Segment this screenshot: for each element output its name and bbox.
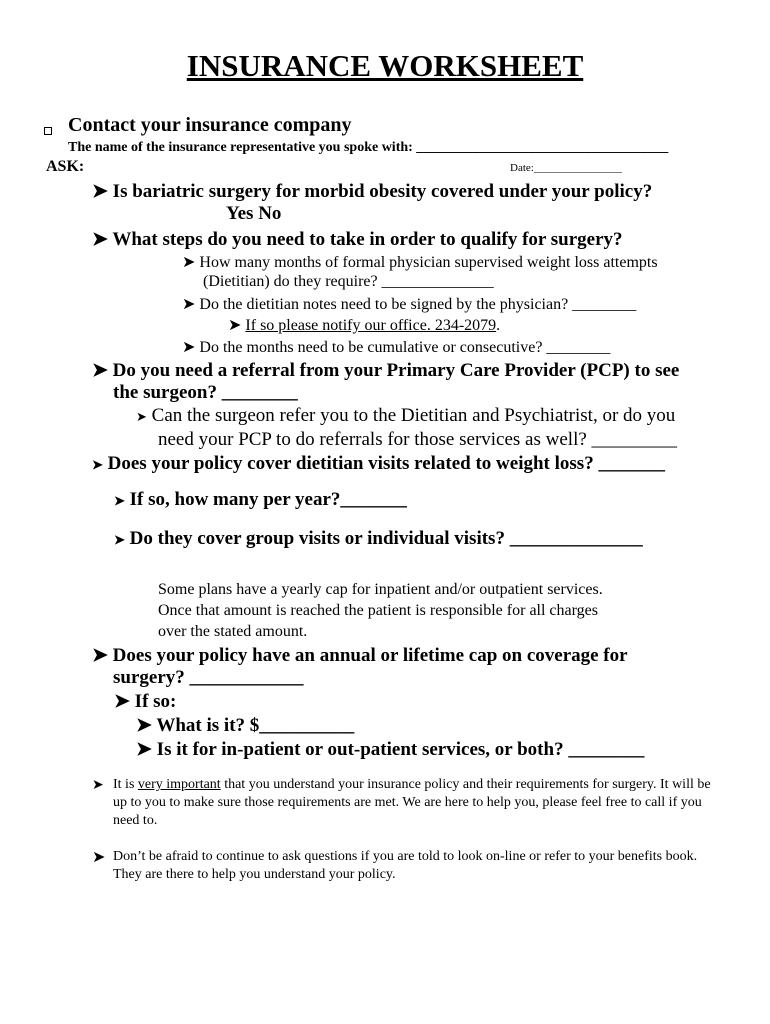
important-note: It is very important that you understand your insurance policy and their requirements for surgery. It will be up to you to make sure those requirements are met. We are here to help you, please feel free to call if you need to.: [113, 777, 711, 828]
subquestion-what-is-it: ➤ What is it? $__________: [136, 715, 355, 736]
ask-label: ASK:: [46, 158, 85, 175]
subquestion-surgeon-refer-cont: need your PCP to do referrals for those services as well? _________: [158, 429, 678, 450]
subquestion-months: ➤ How many months of formal physician supervised weight loss attempts: [182, 254, 658, 271]
question-dietitian-visits: ➤ Does your policy cover dietitian visits related to weight loss? _______: [92, 453, 665, 474]
question-lifetime-cap-cont: surgery? ____________: [113, 667, 304, 688]
question-coverage: ➤ Is bariatric surgery for morbid obesity covered under your policy?: [92, 181, 653, 202]
arrow-icon: ➤: [228, 317, 242, 334]
arrow-icon: ➤: [136, 739, 152, 760]
arrow-icon: ➤: [92, 849, 106, 866]
subquestion-surgeon-refer: ➤ Can the surgeon refer you to the Dietitian and Psychiatrist, or do you: [136, 405, 676, 426]
cap-note-line: over the stated amount.: [158, 623, 308, 640]
arrow-icon: ➤: [182, 339, 196, 356]
arrow-icon: ➤: [136, 409, 147, 424]
question-referral: ➤ Do you need a referral from your Primary Care Provider (PCP) to see: [92, 360, 680, 381]
ask-questions-note: Don’t be afraid to continue to ask questions if you are told to look on-line or refer to your benefits book. They are there to help you understand your policy.: [113, 849, 698, 882]
cap-note-line: Once that amount is reached the patient is responsible for all charges: [158, 602, 598, 619]
arrow-icon: ➤: [92, 229, 108, 250]
subquestion-per-year: ➤ If so, how many per year?_______: [114, 489, 407, 510]
arrow-icon: ➤: [182, 254, 196, 271]
arrow-icon: ➤: [114, 532, 125, 547]
question-qualify: ➤ What steps do you need to take in order to qualify for surgery?: [92, 229, 623, 250]
subquestion-group-visits: ➤ Do they cover group visits or individual visits? ______________: [114, 528, 643, 549]
yes-no-options: Yes No: [226, 203, 282, 224]
checkbox[interactable]: [44, 122, 52, 140]
cap-note-line: Some plans have a yearly cap for inpatient and/or outpatient services.: [158, 581, 603, 598]
arrow-icon: ➤: [182, 296, 196, 313]
notify-office-note: ➤ If so please notify our office. 234-2079.: [228, 317, 501, 334]
page-title: INSURANCE WORKSHEET: [186, 48, 584, 83]
contact-heading: Contact your insurance company: [68, 114, 352, 136]
arrow-icon: ➤: [136, 715, 152, 736]
arrow-icon: ➤: [92, 778, 104, 793]
arrow-icon: ➤: [114, 493, 125, 508]
arrow-icon: ➤: [92, 181, 108, 202]
arrow-icon: ➤: [92, 457, 103, 472]
subquestion-months-cont: (Dietitian) do they require? ______________: [203, 273, 494, 290]
subquestion-signed: ➤ Do the dietitian notes need to be signed by the physician? ________: [182, 296, 637, 313]
question-referral-cont: the surgeon? ________: [113, 382, 298, 403]
arrow-icon: ➤: [92, 360, 108, 381]
date-field: Date:________________: [510, 162, 622, 174]
subquestion-inpatient-outpatient: ➤ Is it for in-patient or out-patient services, or both? ________: [136, 739, 645, 760]
rep-name-field: The name of the insurance representative you spoke with: ____________________________________: [68, 140, 669, 155]
arrow-icon: ➤: [114, 691, 130, 712]
question-lifetime-cap: ➤ Does your policy have an annual or lifetime cap on coverage for: [92, 645, 628, 666]
arrow-icon: ➤: [92, 645, 108, 666]
subquestion-if-so: ➤ If so:: [114, 691, 177, 712]
subquestion-cumulative: ➤ Do the months need to be cumulative or consecutive? ________: [182, 339, 611, 356]
